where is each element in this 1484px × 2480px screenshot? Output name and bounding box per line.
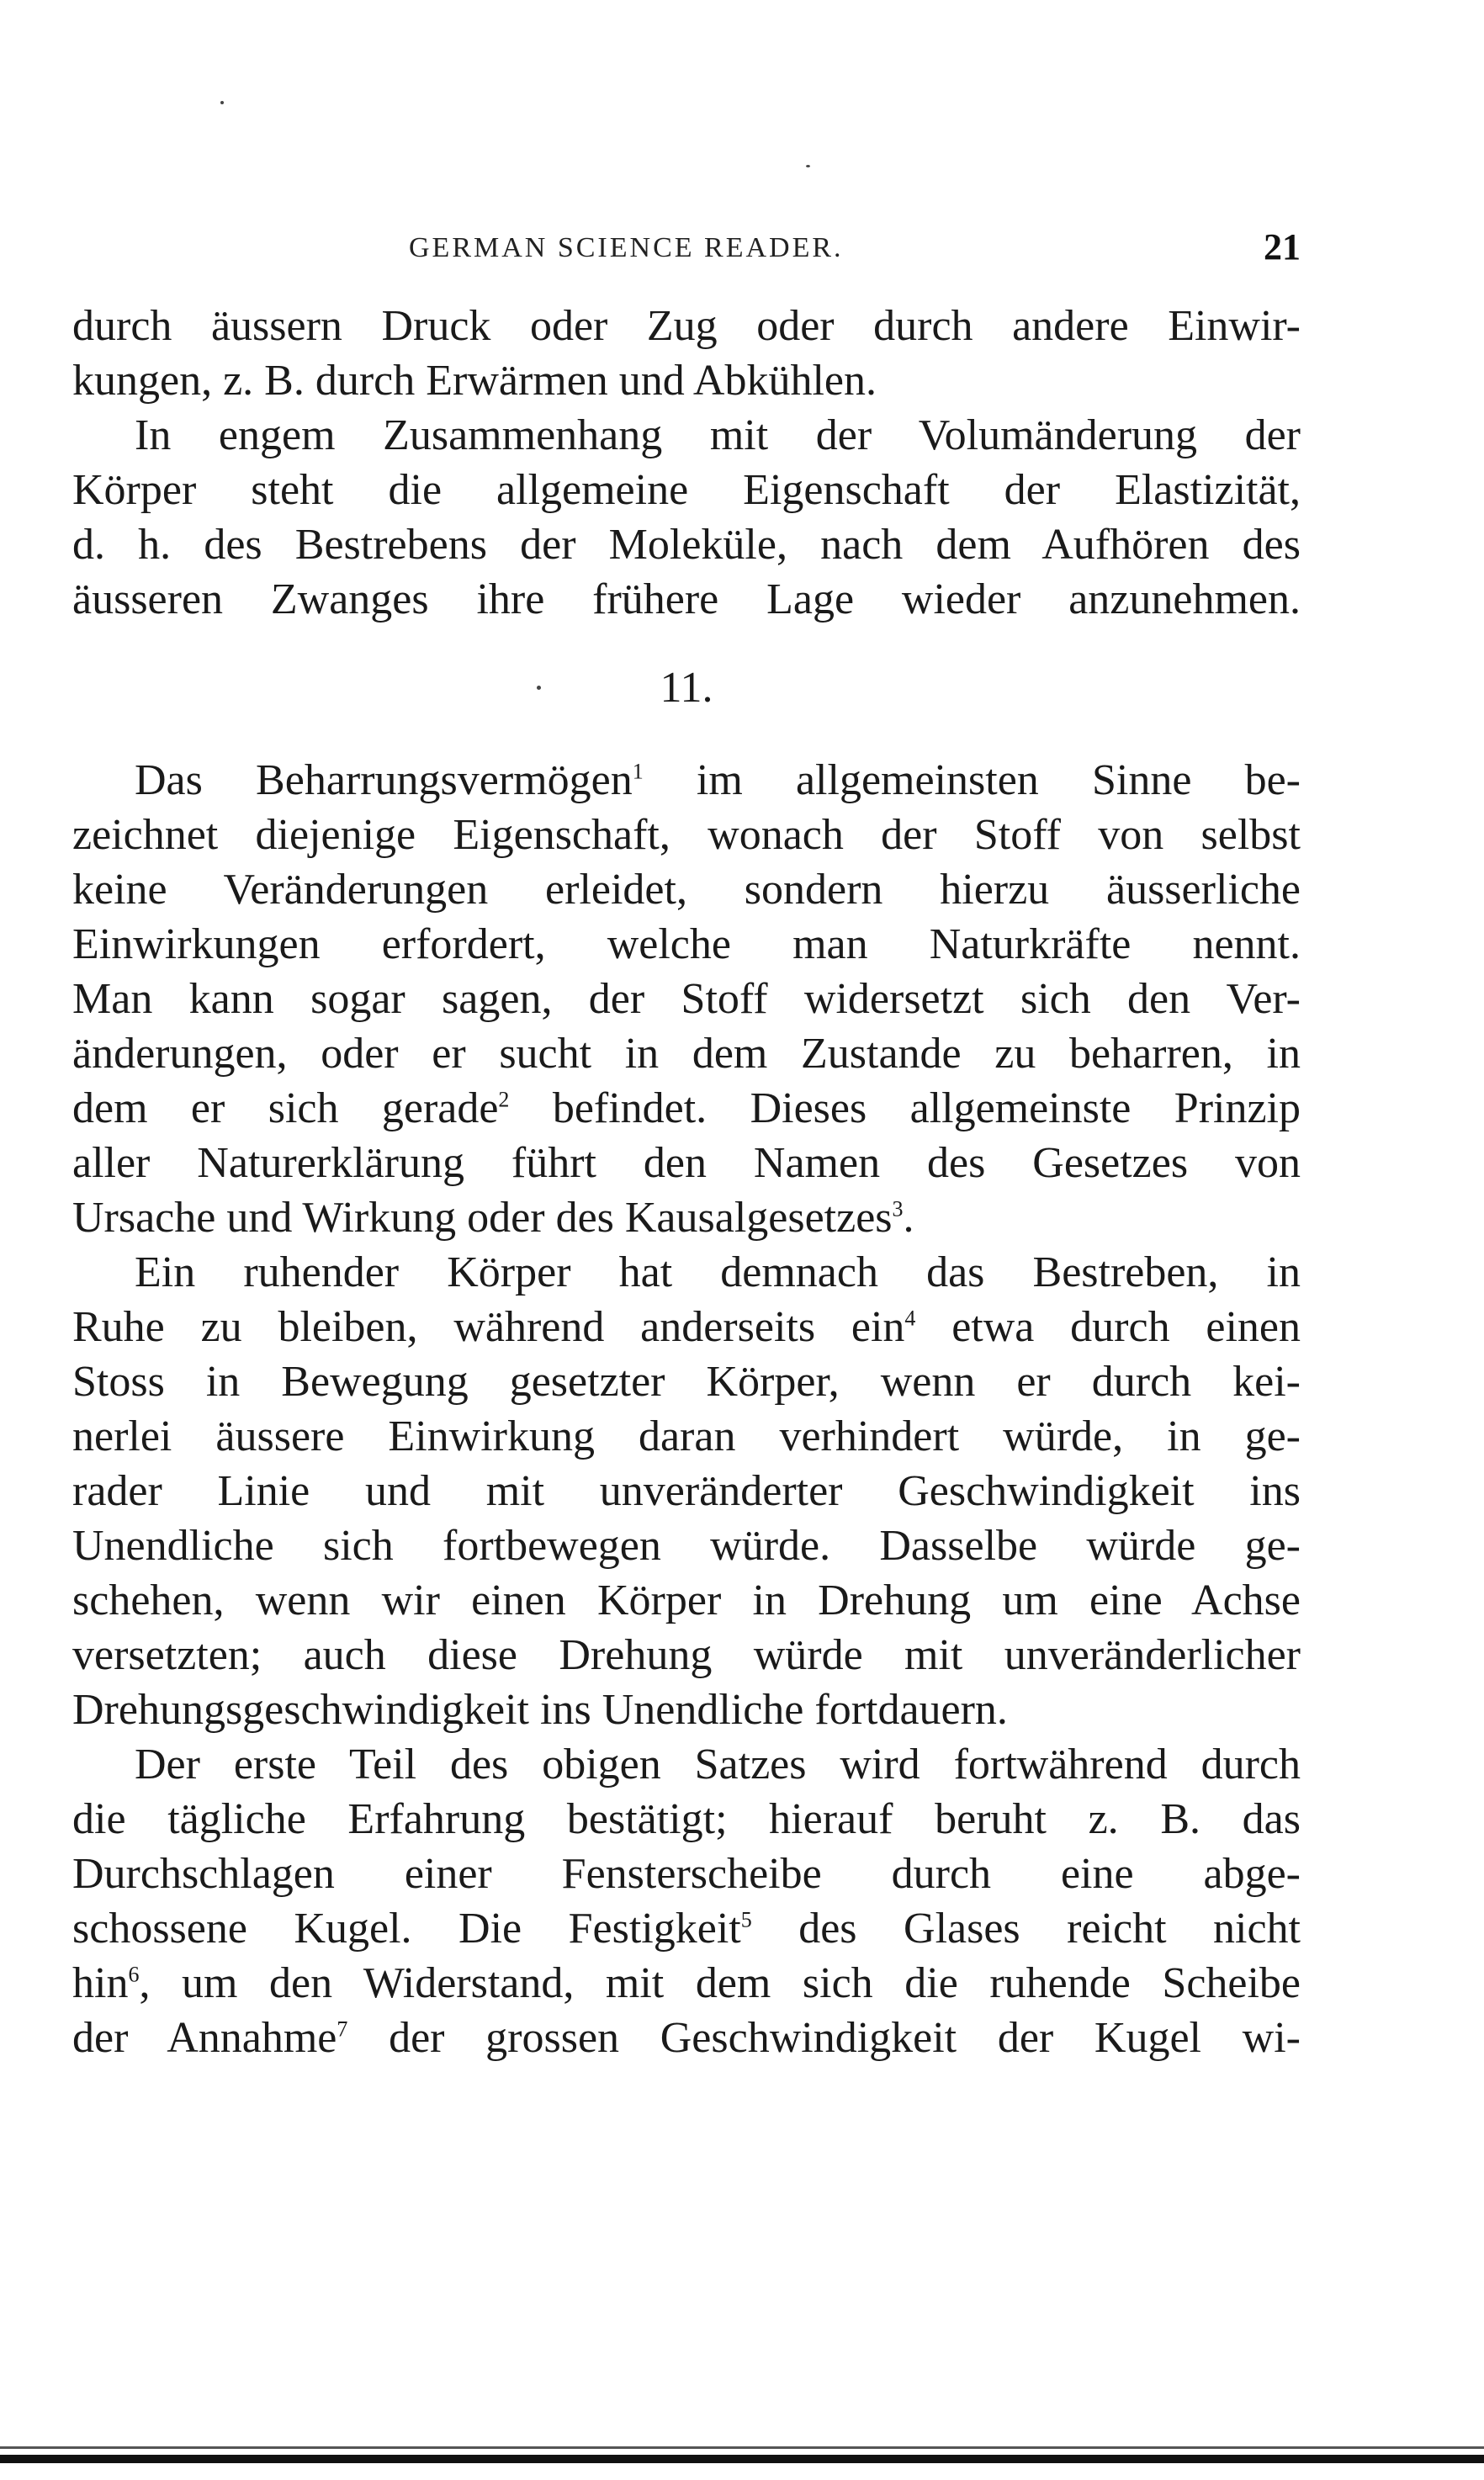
dust-speck	[806, 165, 810, 167]
page-number: 21	[1264, 226, 1301, 268]
text-line: der Annahme$^7$ der grossen Geschwindigkeit der Kugel wi-	[72, 2014, 1301, 2062]
text-line: änderungen, oder er sucht in dem Zustande zu beharren, in	[72, 1030, 1301, 1078]
footnote-marker: 5	[740, 1907, 752, 1932]
text-line: Man kann sogar sagen, der Stoff widersetzt sich den Ver-	[72, 975, 1301, 1023]
text-line: Durchschlagen einer Fensterscheibe durch eine abge-	[72, 1850, 1301, 1898]
footnote-marker: 4	[904, 1306, 916, 1331]
text-line: Körper steht die allgemeine Eigenschaft der Elastizität,	[72, 466, 1301, 514]
text-line: Ursache und Wirkung oder des Kausalgesetzes$^3$.	[72, 1194, 914, 1242]
text-line: durch äussern Druck oder Zug oder durch andere Einwir-	[72, 302, 1301, 350]
text-line: schossene Kugel. Die Festigkeit$^5$ des Glases reicht nicht	[72, 1905, 1301, 1953]
text-line: Das Beharrungsvermögen$^1$ im allgemeinsten Sinne be-	[135, 756, 1301, 804]
text-line: hin$^6$, um den Widerstand, mit dem sich die ruhende Scheibe	[72, 1959, 1301, 2007]
paragraph-inertia	[72, 753, 1301, 1245]
footnote-marker: 3	[892, 1196, 904, 1221]
paragraph-continued	[72, 299, 1301, 408]
footnote-marker: 7	[337, 2016, 348, 2042]
section-heading	[72, 627, 1301, 753]
text-line: Stoss in Bewegung gesetzter Körper, wenn er durch kei-	[72, 1358, 1301, 1406]
scan-edge-bar	[0, 2455, 1484, 2463]
text-line: rader Linie und mit unveränderter Geschwindigkeit ins	[72, 1467, 1301, 1515]
dust-speck	[220, 101, 224, 104]
text-line: Unendliche sich fortbewegen würde. Dasselbe würde ge-	[72, 1522, 1301, 1570]
text-line: schehen, wenn wir einen Körper in Drehung um eine Achse	[72, 1576, 1301, 1624]
text-line: zeichnet diejenige Eigenschaft, wonach der Stoff von selbst	[72, 811, 1301, 859]
paragraph-experience	[72, 1737, 1301, 2065]
footnote-marker: 2	[498, 1087, 510, 1112]
text-line: In engem Zusammenhang mit der Volumänderung der	[135, 411, 1301, 459]
page-header	[72, 225, 1301, 276]
text-line: aller Naturerklärung führt den Namen des Gesetzes von	[72, 1139, 1301, 1187]
text-line: Der erste Teil des obigen Satzes wird fortwährend durch	[135, 1741, 1301, 1788]
text-line: Ein ruhender Körper hat demnach das Bestreben, in	[135, 1248, 1301, 1296]
text-line: kungen, z. B. durch Erwärmen und Abkühlen.	[72, 357, 877, 405]
text-line: äusseren Zwanges ihre frühere Lage wieder anzunehmen.	[72, 575, 1301, 623]
text-line: nerlei äussere Einwirkung daran verhindert würde, in ge-	[72, 1412, 1301, 1460]
scan-edge-line	[0, 2446, 1484, 2449]
text-line: Einwirkungen erfordert, welche man Naturkräfte nennt.	[72, 920, 1301, 968]
section-number: 11.	[660, 664, 713, 712]
footnote-marker: 1	[632, 759, 644, 784]
text-line: Ruhe zu bleiben, während anderseits ein$^4$ etwa durch einen	[72, 1303, 1301, 1351]
text-line: versetzten; auch diese Drehung würde mit unveränderlicher	[72, 1631, 1301, 1679]
running-head: GERMAN SCIENCE READER.	[409, 232, 844, 263]
text-line: keine Veränderungen erleidet, sondern hierzu äusserliche	[72, 866, 1301, 914]
paragraph-elasticity	[72, 408, 1301, 627]
footnote-marker: 6	[128, 1962, 140, 1987]
text-line: d. h. des Bestrebens der Moleküle, nach dem Aufhören des	[72, 521, 1301, 569]
text-line: dem er sich gerade$^2$ befindet. Dieses allgemeinste Prinzip	[72, 1084, 1301, 1132]
dust-speck	[537, 686, 541, 690]
text-line: Drehungsgeschwindigkeit ins Unendliche fortdauern.	[72, 1686, 1008, 1734]
body-text	[72, 299, 1301, 2065]
text-line: die tägliche Erfahrung bestätigt; hierauf beruht z. B. das	[72, 1795, 1301, 1843]
paragraph-resting-body	[72, 1245, 1301, 1737]
